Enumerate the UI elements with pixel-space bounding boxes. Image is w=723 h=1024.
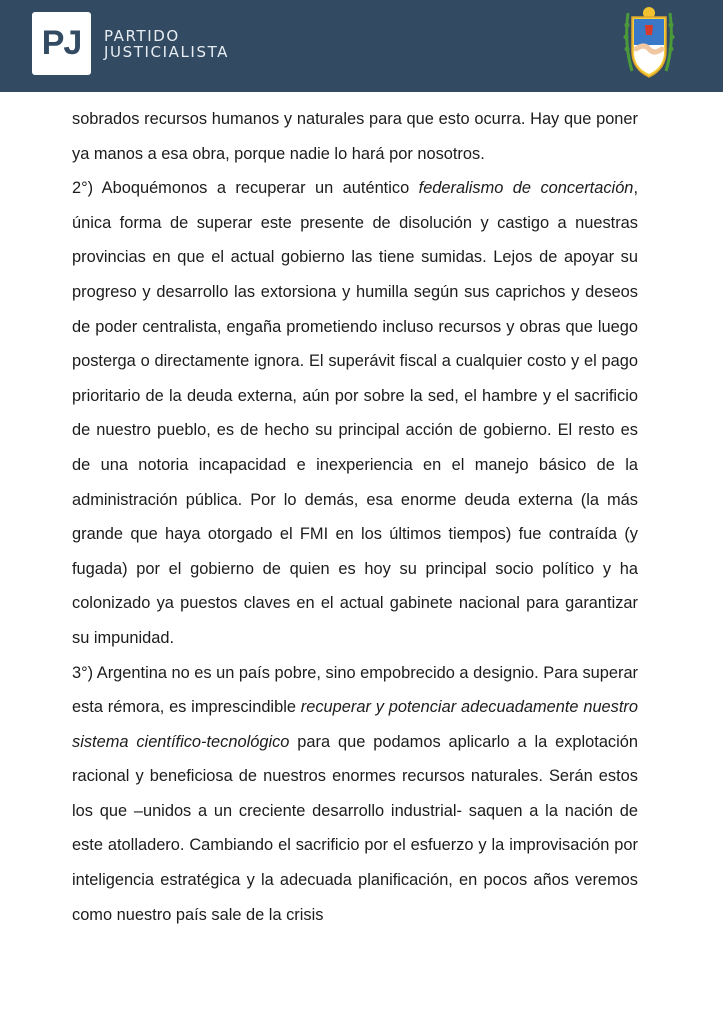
paragraph-2	[72, 171, 638, 655]
paragraph-2-text-a: 2°) Aboquémonos a recuperar un auténtico	[72, 179, 419, 198]
document-body	[72, 102, 638, 932]
peronist-shield-icon	[622, 5, 676, 83]
paragraph-3-text-b: para que podamos aplicarlo a la explotación racional y beneficiosa de nuestros enormes recursos naturales. Serán estos los que –unidos a un creciente desarrollo industrial- saquen a la nación de este atolladero. Cambiando el sacrificio por el esfuerzo y la improvisación por inteligencia estratégica y la adecuada planificación, en pocos años veremos como nuestro país sale de la crisis	[72, 732, 638, 924]
paragraph-3	[72, 656, 638, 933]
page-header	[0, 0, 723, 92]
pj-logo-text: PJ	[41, 24, 82, 62]
party-name-line1: PARTIDO	[104, 27, 180, 45]
paragraph-2-emphasis: federalismo de concertación	[418, 179, 634, 198]
paragraph-1: sobrados recursos humanos y naturales para que esto ocurra. Hay que poner ya manos a esa obra, porque nadie lo hará por nosotros.	[72, 110, 638, 163]
party-name-line2: JUSTICIALISTA	[104, 43, 230, 61]
paragraph-3-text-a: 3°) Argentina no es un país pobre, sino empobrecido a designio. Para superar esta rémora, es imprescindible	[72, 663, 639, 717]
paragraph-3-emphasis: recuperar y potenciar adecuadamente nuestro sistema científico-tecnológico	[72, 698, 638, 751]
party-name	[104, 28, 229, 60]
paragraph-2-text-b: , única forma de superar este presente de disolución y castigo a nuestras provincias en que el actual gobierno las tiene sumidas. Lejos de apoyar su progreso y desarrollo las extorsiona y humilla según sus caprichos y deseos de poder centralista, engaña prometiendo incluso recursos y obras que luego posterga o directamente ignora. El superávit fiscal a cualquier costo y el pago prioritario de la deuda externa, aún por sobre la sed, el hambre y el sacrificio de nuestro pueblo, es de hecho su principal acción de gobierno. El resto es de una notoria incapacidad e inexperiencia en el manejo básico de la administración pública. Por lo demás, esa enorme deuda externa (la más grande que haya otorgado el FMI en los últimos tiempos) fue contraída (y fugada) por el gobierno de quien es hoy su principal socio político y ha colonizado ya puestos claves en el actual gabinete nacional para garantizar su impunidad.	[72, 179, 638, 647]
pj-logo	[32, 12, 91, 75]
